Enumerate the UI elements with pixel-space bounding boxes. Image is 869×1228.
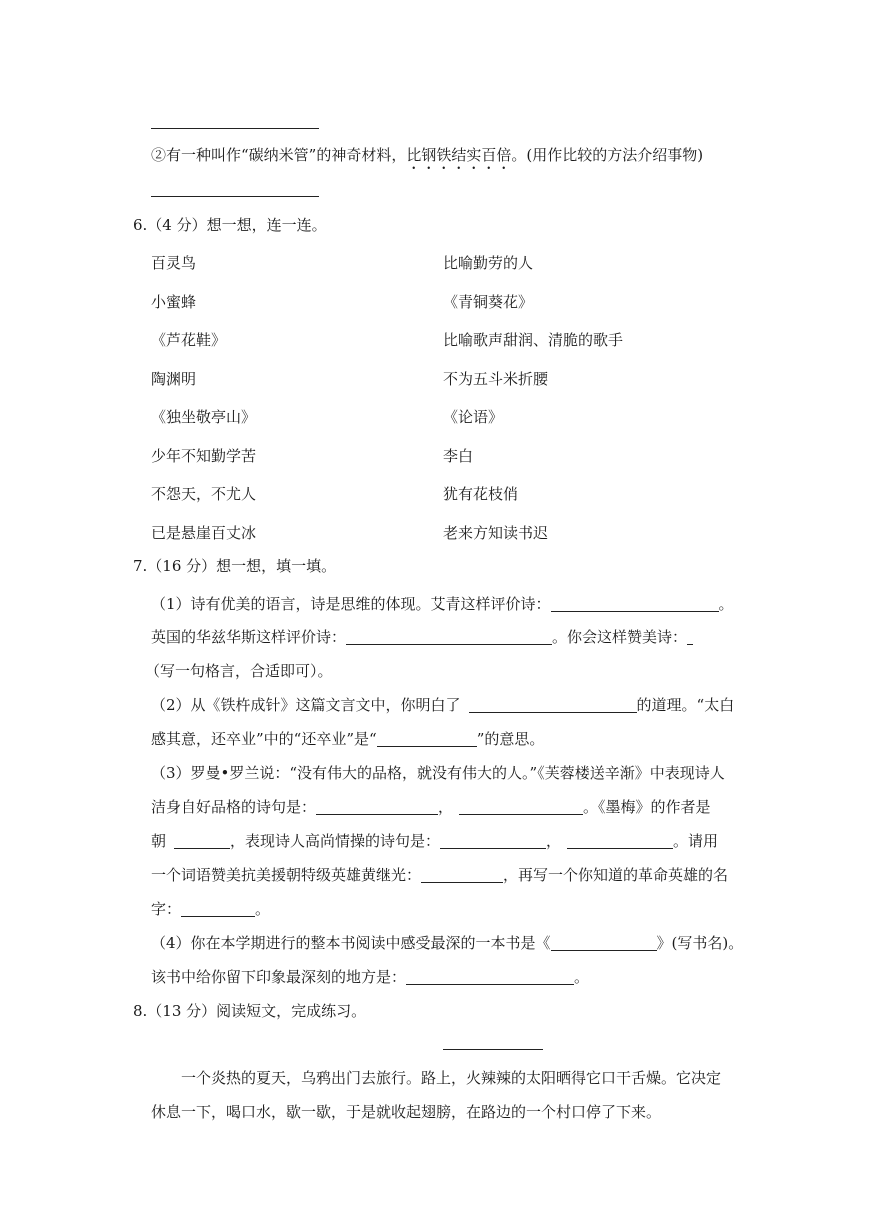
answer-blank-lesson[interactable] (469, 696, 637, 713)
q7-p3-poem-label: 洁身自好品格的诗句是： (151, 798, 317, 816)
answer-blank-aiqing[interactable] (551, 595, 719, 612)
q7-p3-line2 (151, 796, 711, 817)
answer-blank-author[interactable] (174, 832, 230, 849)
match-right-item[interactable]: 不为五斗米折腰 (443, 369, 549, 388)
answer-blank-impression[interactable] (406, 968, 574, 985)
q7-p2-quote: 感其意，还卒业”中的“还卒业”是“ (151, 730, 377, 748)
comma: ， (438, 798, 454, 816)
answer-blank-verse-1[interactable] (440, 832, 546, 849)
q7-p4-line1 (151, 932, 743, 953)
q6-title: 6.（4 分）想一想，连一连。 (133, 216, 327, 234)
q7-p1-line2 (151, 626, 693, 647)
q7-p3-dynasty: 朝 (151, 832, 167, 850)
q7-title: 7.（16 分）想一想，填一填。 (133, 557, 337, 575)
answer-blank-poem-2[interactable] (459, 798, 583, 815)
q5-item2-emphasis: 比钢铁结实百倍 (406, 146, 512, 164)
q7-p3-mome: 。《墨梅》的作者是 (583, 798, 711, 816)
answer-blank-poem-1[interactable] (316, 798, 438, 815)
answer-blank-wordsworth[interactable] (346, 628, 552, 645)
q7-p1-line3: （写一句格言，合适即可）。 (145, 662, 333, 680)
match-right-item[interactable]: 犹有花枝俏 (443, 485, 519, 503)
match-left-item[interactable]: 《独坐敬亭山》 (151, 408, 257, 426)
match-right-item[interactable]: 《论语》 (443, 408, 504, 426)
q7-p3-line4 (151, 864, 728, 885)
period: 。 (255, 900, 271, 918)
answer-blank-meaning[interactable] (377, 730, 477, 747)
q7-p4-line2 (151, 966, 589, 987)
q5-item2-prefix: ②有一种叫作“碳纳米管”的神奇材料， (151, 146, 407, 164)
q7-p3-hero-label: 一个词语赞美抗美援朝特级英雄黄继光： (151, 866, 422, 884)
q7-p2-quote-end: ”的意思。 (476, 730, 545, 748)
q7-p4-book-label: （4）你在本学期进行的整本书阅读中感受最深的一本书是《 (151, 934, 551, 952)
q5-item2-suffix: 。(用作比较的方法介绍事物) (511, 146, 704, 164)
match-right-item[interactable]: 比喻歌声甜润、清脆的歌手 (443, 331, 624, 349)
match-left-item[interactable]: 已是悬崖百丈冰 (151, 523, 257, 542)
q8-passage-line1: 一个炎热的夏天，乌鸦出门去旅行。路上，火辣辣的太阳晒得它口干舌燥。它决定 (181, 1069, 722, 1087)
q7-p4-impression-label: 该书中给你留下印象最深刻的地方是： (151, 968, 407, 986)
q7-p2-line2 (151, 728, 544, 749)
q7-p4-book-end: 》(写书名)。 (656, 934, 744, 952)
q7-p3-hero-name-label: ，再写一个你知道的革命英雄的名 (503, 866, 729, 884)
match-left-item[interactable]: 小蜜蜂 (151, 292, 197, 311)
match-right-item[interactable]: 李白 (443, 446, 474, 465)
answer-line-q5-1[interactable] (151, 128, 319, 129)
match-left-item[interactable]: 百灵鸟 (151, 254, 197, 272)
q7-p3-line1: （3）罗曼•罗兰说：“没有伟大的品格，就没有伟大的人。”《芙蓉楼送辛渐》中表现诗人 (151, 764, 725, 782)
q7-p1-praise: 。你会这样赞美诗： (552, 628, 688, 646)
match-right-item[interactable]: 《青铜葵花》 (443, 292, 534, 311)
period: 。 (574, 968, 590, 986)
q7-p1-line1 (151, 593, 734, 614)
answer-blank-hero-name[interactable] (181, 900, 255, 917)
answer-blank-hero-word[interactable] (421, 866, 503, 883)
comma: ， (546, 832, 562, 850)
q7-p2-text: （2）从《铁杵成针》这篇文言文中，你明白了 (151, 696, 461, 714)
q7-p2-line1 (151, 694, 734, 715)
answer-blank-verse-2[interactable] (567, 832, 673, 849)
q7-p2-text-b: 的道理。“太白 (636, 696, 735, 714)
q8-title: 8.（13 分）阅读短文，完成练习。 (133, 1002, 367, 1020)
q7-p1-wordsworth: 英国的华兹华斯这样评价诗： (151, 628, 347, 646)
answer-blank-book[interactable] (551, 934, 657, 951)
answer-blank-praise[interactable] (687, 628, 693, 645)
match-left-item[interactable]: 陶渊明 (151, 369, 197, 388)
match-right-item[interactable]: 比喻勤劳的人 (443, 254, 534, 272)
q7-p3-line5 (151, 898, 270, 919)
match-left-item[interactable]: 不怨天，不尤人 (151, 485, 257, 503)
match-left-item[interactable]: 《芦花鞋》 (151, 331, 227, 349)
q7-p1-text: （1）诗有优美的语言，诗是思维的体现。艾青这样评价诗： (151, 595, 551, 613)
q7-p3-please: 。请用 (673, 832, 719, 850)
match-left-item[interactable]: 少年不知勤学苦 (151, 446, 257, 465)
answer-line-q5-2[interactable] (151, 196, 319, 197)
q7-p3-line3 (151, 830, 718, 851)
q7-p3-sentiment: ，表现诗人高尚情操的诗句是： (230, 832, 441, 850)
q7-p3-name-label: 字： (151, 900, 182, 918)
q7-p1-end: 。 (718, 595, 734, 613)
answer-line-passage-title[interactable] (443, 1049, 543, 1050)
q8-passage-line2: 休息一下，喝口水，歇一歇，于是就收起翅膀，在路边的一个村口停了下来。 (151, 1103, 662, 1121)
match-right-item[interactable]: 老来方知读书迟 (443, 523, 549, 542)
q5-item2 (151, 144, 703, 173)
